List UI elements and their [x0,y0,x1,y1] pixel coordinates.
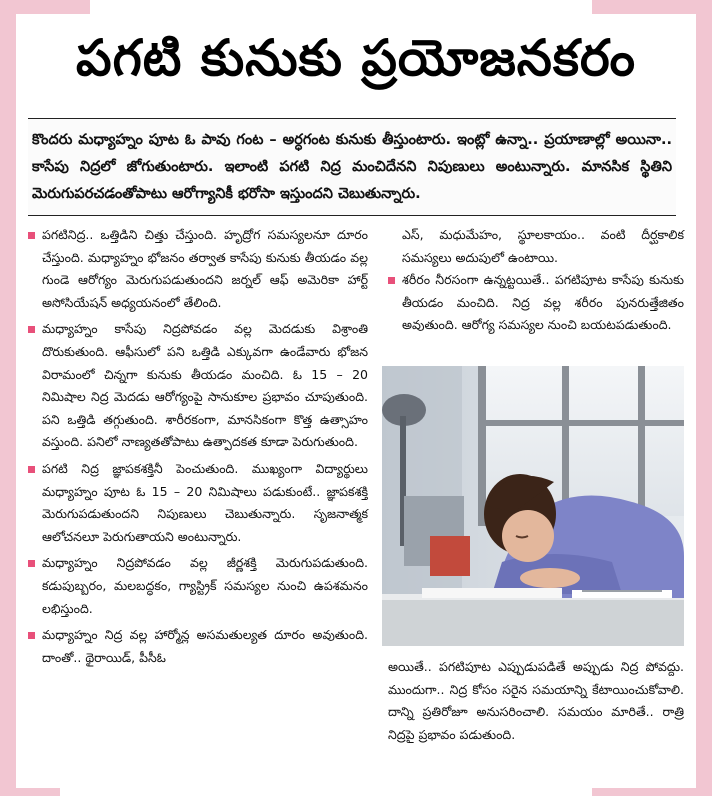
closing-paragraph: అయితే.. పగటిపూట ఎప్పుడుపడితే అప్పుడు నిద్ర పోవద్దు. ముందుగా.. నిద్ర కోసం సరైన సమయాన్ని కేటాయించుకోవాలి. దాన్ని ప్రతిరోజూ అనుసరించాలి. సమయం మారితే.. రాత్రి నిద్రపై ప్రభావం పడుతుంది. [388,659,684,742]
list-item [388,269,684,337]
bullet-square-icon [28,466,35,473]
paragraph: మధ్యాహ్నం నిద్రపోవడం వల్ల జీర్ణశక్తి మెరుగుపడుతుంది. కడుపుబ్బరం, మలబద్ధకం, గ్యాస్ట్రిక్ సమస్యల నుంచి ఉపశమనం లభిస్తుంది. [42,555,368,616]
list-item [28,458,368,548]
paragraph: మధ్యాహ్నం నిద్ర వల్ల హార్మోన్ల అసమతుల్యత దూరం అవుతుంది. దాంతో.. థైరాయిడ్, పీసీఓ [42,627,368,665]
top-border [0,0,712,14]
bullet-square-icon [28,326,35,333]
bullet-square-icon [28,560,35,567]
bullet-square-icon [28,632,35,639]
paragraph: శరీరం నీరసంగా ఉన్నట్టయితే.. పగటిపూట కాసేపు కునుకు తీయడం మంచిది. నిద్ర వల్ల శరీరం పునరుత్తేజితం అవుతుంది. ఆరోగ్య సమస్యల నుంచి బయటపడుతుంది. [402,272,684,333]
list-item [28,552,368,620]
article-headline: పగటి కునుకు ప్రయోజనకరం [76,28,636,87]
sleeping-woman-photo [382,366,684,646]
bullet-square-icon [28,232,35,239]
bottom-border [0,788,712,796]
left-border [0,0,16,796]
right-border [696,0,712,796]
top-border-left-bar [0,0,90,14]
bottom-border-right-bar [592,788,712,796]
right-column-bottom [388,656,684,746]
continuation-paragraph: ఎస్, మధుమేహం, స్థూలకాయం.. వంటి దీర్ఘకాలిక సమస్యలు అదుపులో ఉంటాయి. [402,227,684,265]
paragraph: మధ్యాహ్నం కాసేపు నిద్రపోవడం వల్ల మెదడుకు విశ్రాంతి దొరుకుతుంది. ఆఫీసులో పని ఒత్తిడి ఎక్కువగా ఉండేవారు భోజన విరామంలో చిన్నగా కునుకు తీయడం మంచిది. ఓ 15 – 20 నిమిషాల నిద్ర మెదడు ఆరోగ్యంపై సానుకూల ప్రభావం చూపుతుంది. పని ఒత్తిడి తగ్గుతుంది. శారీరకంగా, మానసికంగా కొత్త ఉత్సాహం వస్తుంది. పనిలో నాణ్యతతోపాటు ఉత్పాదకత కూడా పెరుగుతుంది. [42,321,368,450]
article-intro [28,118,676,216]
list-item [28,624,368,669]
bullet-square-icon [388,277,395,284]
top-border-right-bar [592,0,712,14]
intro-text: కొందరు మధ్యాహ్నం పూట ఓ పావు గంట – అర్ధగంట కునుకు తీస్తుంటారు. ఇంట్లో ఉన్నా.. ప్రయాణాల్లో అయినా.. కాసేపు నిద్రలో జోగుతుంటారు. ఇలాంటి పగటి నిద్ర మంచిదేనని నిపుణులు అంటున్నారు. మానసిక స్థితిని మెరుగుపరచడంతోపాటు ఆరోగ్యానికీ భరోసా ఇస్తుందని చెబుతున్నారు. [32,131,672,202]
list-item [28,224,368,314]
bottom-border-left-bar [0,788,60,796]
paragraph: పగటి నిద్ర జ్ఞాపకశక్తినీ పెంచుతుంది. ముఖ్యంగా విద్యార్థులు మధ్యాహ్నం పూట ఓ 15 – 20 నిమిషాలు పడుకుంటే.. జ్ఞాపకశక్తి మెరుగుపడుతుందని నిపుణులు చెబుతున్నారు. సృజనాత్మక ఆలోచనలూ పెరుగుతాయని అంటున్నారు. [42,460,368,544]
left-column [28,224,368,673]
list-item [28,318,368,454]
paragraph: పగటినిద్ర.. ఒత్తిడిని చిత్తు చేస్తుంది. హృద్రోగ సమస్యలనూ దూరం చేస్తుంది. మధ్యాహ్నం భోజనం తర్వాత కాసేపు కునుకు తీయడం వల్ల గుండె ఆరోగ్యం మెరుగుపడుతుందని జర్నల్ ఆఫ్ అమెరికా హార్ట్ అసోసియేషన్ అధ్యయనంలో తేలింది. [42,227,368,310]
right-column-top [388,224,684,341]
